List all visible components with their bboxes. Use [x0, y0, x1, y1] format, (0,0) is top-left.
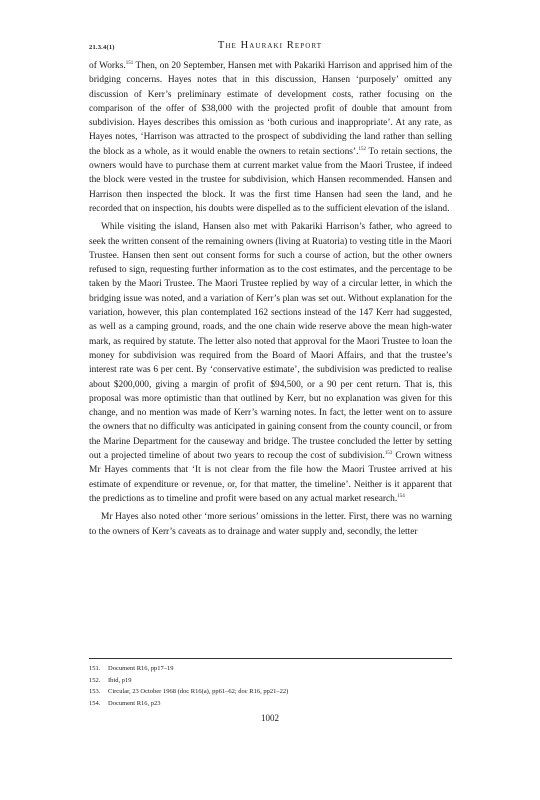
footnote-number: 154. [89, 699, 101, 707]
paragraph [89, 220, 452, 506]
footnote-number: 152. [89, 676, 101, 684]
section-number: 21.3.4(1) [89, 44, 115, 51]
footnote [89, 675, 452, 687]
footnote-ref: 154 [397, 493, 405, 499]
footnote-divider [89, 658, 452, 659]
paragraph [89, 510, 452, 539]
paragraph-text: of Works. [89, 61, 126, 71]
paragraph-text: Then, on 20 September, Hansen met with Pakariki Harrison and apprised him of the bridging concerns. Hayes notes that in this discussion, Hansen ‘purposely’ omitted any discussion of Kerr’s preliminary estimate of development costs, rather focusing on the comparison of the offer of $38,000 with the projected profit of double that amount from subdivision. Hayes describes this omission as ‘both curious and inappropriate’. At any rate, as Hayes notes, ‘Harrison was attracted to the prospect of subdividing the land rather than selling the block as a whole, as it would enable the owners to retain sections’. [89, 61, 452, 157]
page-number: 1002 [261, 713, 279, 723]
paragraph-text: Crown witness Mr Hayes comments that ‘It is not clear from the file how the Maori Trustee arrived at his estimate of expenditure or revenue, or, for that matter, the timeline’. Neither is it apparent that the predictions as to timeline and profit were based on any actual market research. [89, 451, 452, 504]
footnote-text: Document R16, pp17–19 [108, 665, 174, 672]
footnote [89, 698, 452, 710]
footnote-ref: 152 [358, 146, 366, 152]
paragraph-text: Mr Hayes also noted other ‘more serious’ omissions in the letter. First, there was no warning to the owners of Kerr’s caveats as to drainage and water supply and, secondly, the letter [89, 512, 452, 537]
paragraph [89, 59, 452, 216]
footnote-text: Circular, 23 October 1968 (doc R16(a), pp61–62; doc R16, pp21–22) [108, 688, 289, 695]
footnote-ref: 153 [384, 450, 393, 456]
running-title: The Hauraki Report [217, 40, 323, 51]
footnote-text: Document R16, p23 [108, 699, 161, 707]
paragraph-text: While visiting the island, Hansen also met with Pakariki Harrison’s father, who agreed to seek the written consent of the remaining owners (living at Ruatoria) to vesting title in the Maori Trustee. Hansen then sent out consent forms for such a course of action, but the other owners refused to sign, requesting further information as to the cost estimates, and the percentage to be taken by the Maori Trustee. The Maori Trustee replied by way of a circular letter, in which the bridging issue was noted, and a variation of Kerr’s plan was set out. Without explanation for the variation, however, this plan contemplated 162 sections instead of the 147 Kerr had suggested, as well as a camping ground, roads, and the one chain wide reserve above the mean high-water mark, as required by statute. The letter also noted that approval for the Maori Trustee to loan the money for subdivision was required from the Board of Maori Affairs, and that the trustee’s interest rate was 6 per cent. By ‘conservative estimate’, the subdivision was predicted to realise about $200,000, giving a margin of profit of $94,500, or a 90 per cent return. That is, this proposal was more optimistic than that outlined by Kerr, but no explanation was given for this change, and no mention was made of Kerr’s warning notes. In fact, the letter went on to assure the owners that no difficulty was anticipated in gaining consent from the county council, or from the Marine Department for the causeway and bridge. The trustee concluded the letter by setting out a projected timeline of about two years to recoup the cost of subdivision. [89, 222, 452, 462]
body-text [89, 59, 452, 543]
footnote [89, 686, 452, 698]
footnote-number: 153. [89, 688, 101, 695]
paragraph-text: To retain sections, the owners would have to purchase them at current market value from the Maori Trustee, if indeed the block were vested in the trustee for subdivision, which Hansen recommended. Hansen and Harrison then inspected the block. It was the first time Hansen had seen the land, and he recorded that on inspection, his doubts were dispelled as to the sufficient elevation of the island. [89, 146, 452, 214]
footnote [89, 663, 452, 675]
footnote-ref: 151 [125, 60, 134, 66]
footnote-text: Ibid, p19 [108, 676, 132, 684]
footnote-number: 151. [89, 665, 101, 672]
footnotes [89, 663, 452, 709]
